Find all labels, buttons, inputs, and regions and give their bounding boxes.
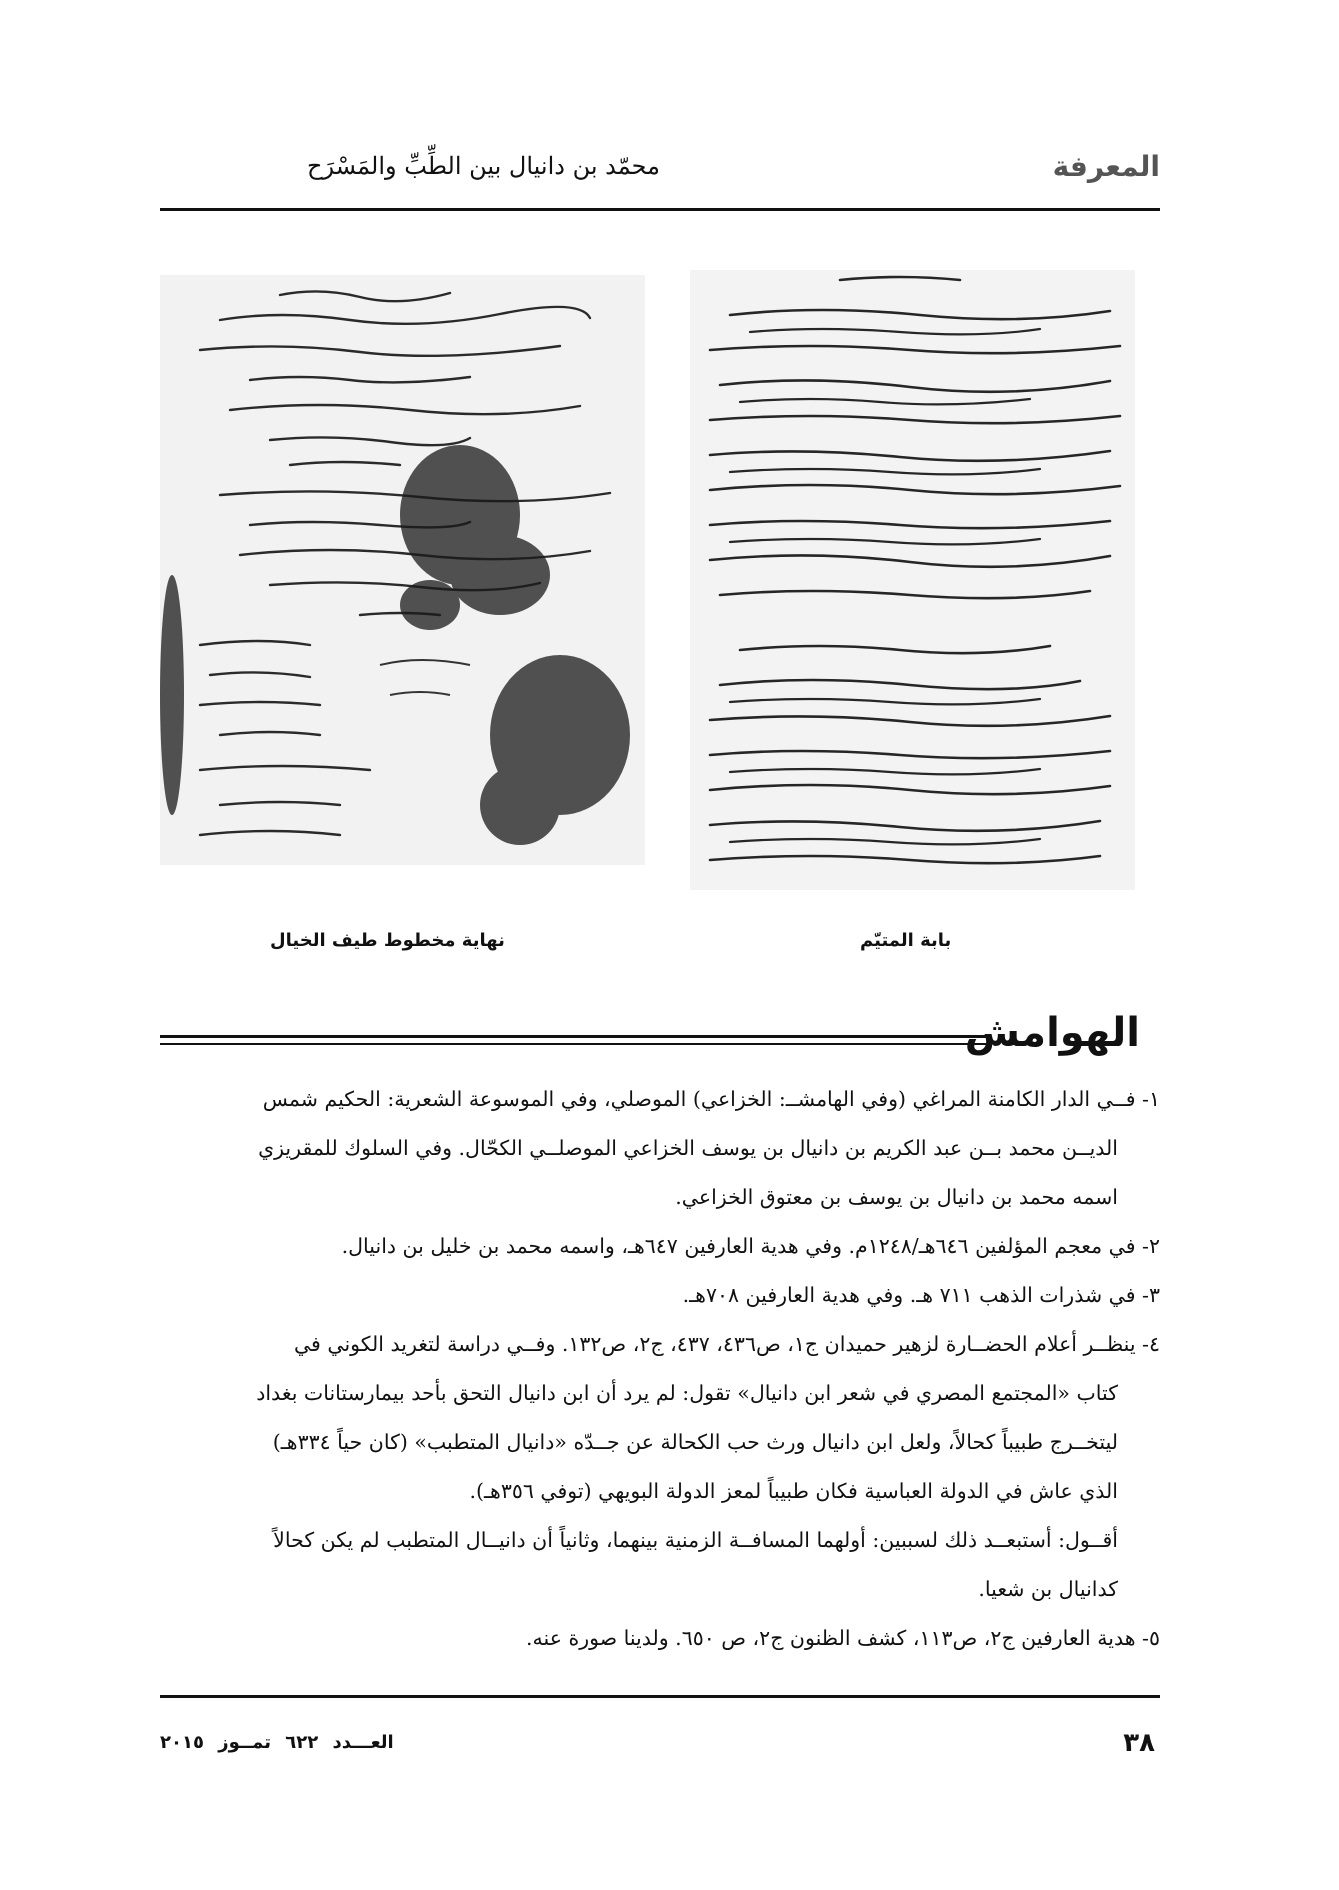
heading-rule-top bbox=[160, 1035, 990, 1038]
manuscript-image-left bbox=[160, 275, 645, 865]
running-header bbox=[160, 150, 1160, 190]
issue-info: العـــدد ٦٢٢ تمــوز ٢٠١٥ bbox=[160, 1732, 394, 1753]
page-number: ٣٨ bbox=[1123, 1728, 1155, 1758]
note-line: اسمه محمد بن دانيال بن يوسف بن معتوق الخزاعي. bbox=[675, 1185, 1118, 1209]
footnotes bbox=[160, 1075, 1160, 1663]
note-line: الذي عاش في الدولة العباسية فكان طبيباً لمعز الدولة البويهي (توفي ٣٥٦هـ). bbox=[469, 1479, 1118, 1503]
note-line: الديــن محمد بــن عبد الكريم بن دانيال بن يوسف الخزاعي الموصلــي الكحّال. وفي السلوك للمقريزي bbox=[258, 1136, 1118, 1160]
note-line: أقــول: أستبعــد ذلك لسببين: أولهما المسافــة الزمنية بينهما، وثانياً أن دانيــال المتطبب لم يكن كحالاً bbox=[273, 1528, 1118, 1552]
note-line: ليتخــرج طبيباً كحالاً، ولعل ابن دانيال ورث حب الكحالة عن جــدّه «دانيال المتطبب» (كان حياً ٣٣٤هـ) bbox=[272, 1430, 1118, 1454]
note-line: ٤- ينظــر أعلام الحضــارة لزهير حميدان ج١، ص٤٣٦، ٤٣٧، ج٢، ص١٣٢. وفــي دراسة لتغريد الكوني في bbox=[293, 1332, 1160, 1356]
magazine-logo: المعرفة bbox=[1052, 150, 1160, 183]
notes-heading-block bbox=[160, 1010, 1160, 1070]
note-line: كدانيال بن شعيا. bbox=[978, 1577, 1118, 1601]
note-line: كتاب «المجتمع المصري في شعر ابن دانيال» تقول: لم يرد أن ابن دانيال التحق بأحد بيمارستانات بغداد bbox=[256, 1381, 1118, 1405]
note-line: ١- فــي الدار الكامنة المراغي (وفي الهامشــ: الخزاعي) الموصلي، وفي الموسوعة الشعرية: الحكيم شمس bbox=[262, 1087, 1160, 1111]
caption-right-image: بابة المتيّم bbox=[860, 930, 952, 951]
header-divider bbox=[160, 208, 1160, 211]
heading-rule-bottom bbox=[160, 1043, 990, 1045]
notes-heading: الهوامش bbox=[964, 1010, 1140, 1056]
footer-divider bbox=[160, 1695, 1160, 1698]
caption-left-image: نهاية مخطوط طيف الخيال bbox=[270, 930, 505, 951]
article-title: محمّد بن دانيال بين الطِّبِّ والمَسْرَح bbox=[307, 152, 660, 180]
manuscript-image-right bbox=[690, 270, 1135, 890]
note-line: ٥- هدية العارفين ج٢، ص١١٣، كشف الظنون ج٢، ص ٦٥٠. ولدينا صورة عنه. bbox=[526, 1626, 1160, 1650]
note-line: ٣- في شذرات الذهب ٧١١ هـ. وفي هدية العارفين ٧٠٨هـ. bbox=[682, 1283, 1160, 1307]
note-line: ٢- في معجم المؤلفين ٦٤٦هـ/١٢٤٨م. وفي هدية العارفين ٦٤٧هـ، واسمه محمد بن خليل بن دانيال. bbox=[341, 1234, 1160, 1258]
